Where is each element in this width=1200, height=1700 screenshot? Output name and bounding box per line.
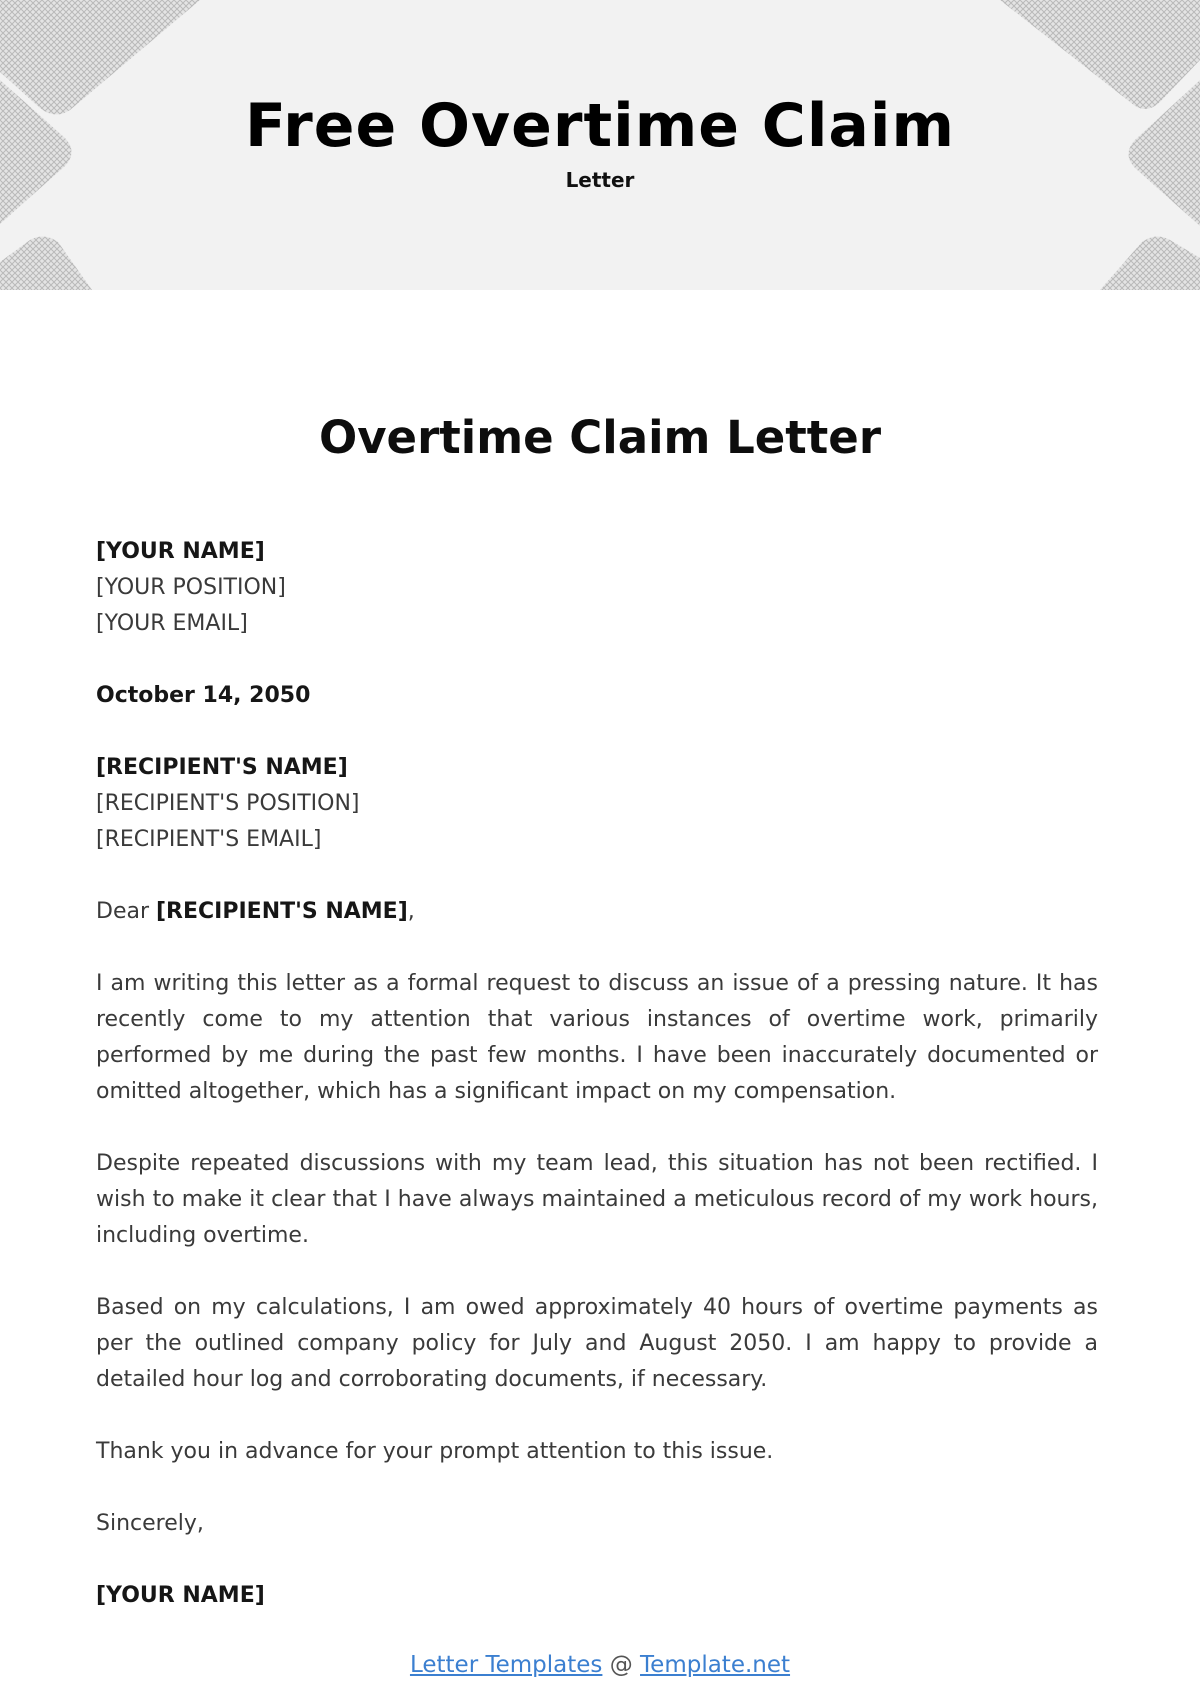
letter-date: October 14, 2050: [96, 683, 311, 708]
signature-name: [YOUR NAME]: [96, 1583, 265, 1608]
banner-shape-top-right: [1000, 0, 1200, 109]
sender-block: [96, 534, 1098, 642]
recipient-name: [RECIPIENT'S NAME]: [96, 755, 348, 780]
recipient-block: [96, 750, 1098, 858]
salutation-name: [RECIPIENT'S NAME]: [156, 899, 408, 924]
sender-email: [YOUR EMAIL]: [96, 611, 248, 636]
sender-name: [YOUR NAME]: [96, 539, 265, 564]
salutation-suffix: ,: [407, 899, 415, 924]
banner-shape-bottom-right: [1100, 236, 1200, 290]
footer-separator: @: [602, 1652, 641, 1678]
letter-body: [96, 534, 1098, 1614]
letter-title: Overtime Claim Letter: [318, 411, 882, 464]
paragraph-3: Based on my calculations, I am owed approximately 40 hours of overtime payments as per the outlined company policy for July and August 2050. I am happy to provide a detailed hour log and corroborating documents, if necessary.: [96, 1295, 1098, 1392]
footer: [0, 1649, 1200, 1681]
header-banner: [0, 0, 1200, 290]
salutation-prefix: Dear: [96, 899, 156, 924]
letter-templates-link[interactable]: Letter Templates: [409, 1652, 603, 1678]
recipient-position: [RECIPIENT'S POSITION]: [96, 791, 360, 816]
banner-subtitle: Letter: [565, 168, 635, 192]
banner-shape-bottom-left: [0, 236, 92, 290]
sender-position: [YOUR POSITION]: [96, 575, 286, 600]
closing: Sincerely,: [96, 1511, 204, 1536]
banner-title: Free Overtime Claim: [245, 91, 955, 161]
salutation: [96, 894, 1098, 930]
paragraph-4: Thank you in advance for your prompt attention to this issue.: [96, 1439, 774, 1464]
paragraph-1: I am writing this letter as a formal request to discuss an issue of a pressing nature. It has recently come to my attention that various instances of overtime work, primarily performed by me during the past few months. I have been inaccurately documented or omitted altogether, which has a significant impact on my compensation.: [96, 971, 1098, 1104]
recipient-email: [RECIPIENT'S EMAIL]: [96, 827, 322, 852]
template-net-link[interactable]: Template.net: [640, 1652, 791, 1678]
paragraph-2: Despite repeated discussions with my team lead, this situation has not been rectified. I wish to make it clear that I have always maintained a meticulous record of my work hours, including overtime.: [96, 1151, 1098, 1248]
